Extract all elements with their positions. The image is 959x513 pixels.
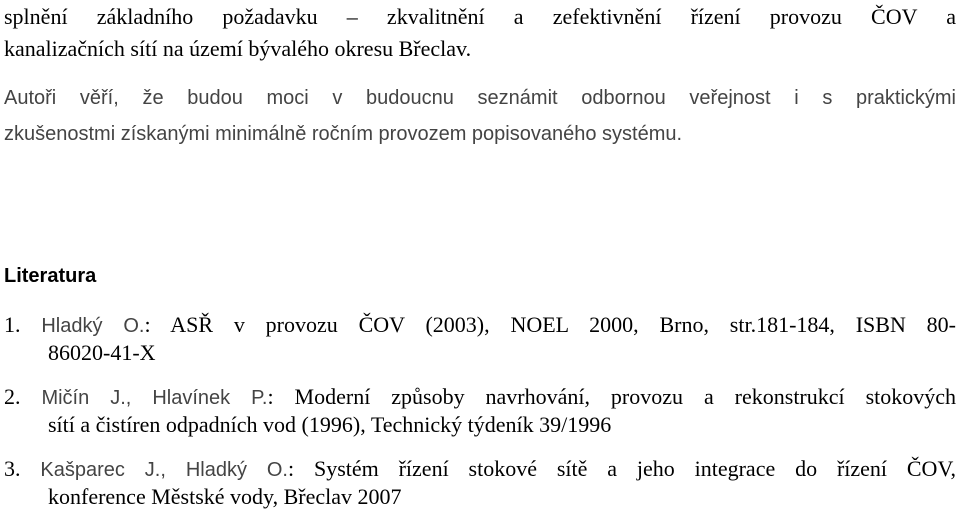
reference-item-3-continuation: konference Městské vody, Břeclav 2007 — [48, 484, 402, 509]
intro-line-2: kanalizačních sítí na území bývalého okresu Břeclav. — [4, 36, 472, 61]
reference-text: : Moderní způsoby navrhování, provozu a rekonstrukcí stokových — [267, 384, 957, 409]
reference-number: 2. — [4, 384, 42, 409]
reference-authors: Hladký O. — [41, 315, 145, 337]
closing-line-1: Autoři věří, že budou moci v budoucnu seznámit odbornou veřejnost i s praktickými — [4, 87, 956, 109]
reference-authors: Mičín J., Hlavínek P. — [41, 387, 268, 409]
intro-line-1: splnění základního požadavku – zkvalitnění a zefektivnění řízení provozu ČOV a — [4, 4, 956, 29]
reference-number: 3. — [4, 456, 41, 481]
reference-authors: Kašparec J., Hladký O. — [40, 459, 288, 481]
reference-text: : Systém řízení stokové sítě a jeho integrace do řízení ČOV, — [287, 456, 957, 481]
reference-item-2-continuation: sítí a čistíren odpadních vod (1996), Technický týdeník 39/1996 — [48, 412, 612, 437]
closing-line-2: zkušenostmi získanými minimálně ročním provozem popisovaného systému. — [4, 123, 683, 145]
reference-number: 1. — [4, 312, 42, 337]
reference-item-3 — [4, 458, 956, 480]
reference-item-2 — [4, 386, 956, 408]
reference-text: : ASŘ v provozu ČOV (2003), NOEL 2000, Brno, str.181-184, ISBN 80- — [144, 312, 957, 337]
reference-item-1 — [4, 314, 956, 336]
reference-item-1-continuation: 86020-41-X — [48, 340, 156, 365]
references-heading: Literatura — [4, 265, 97, 287]
